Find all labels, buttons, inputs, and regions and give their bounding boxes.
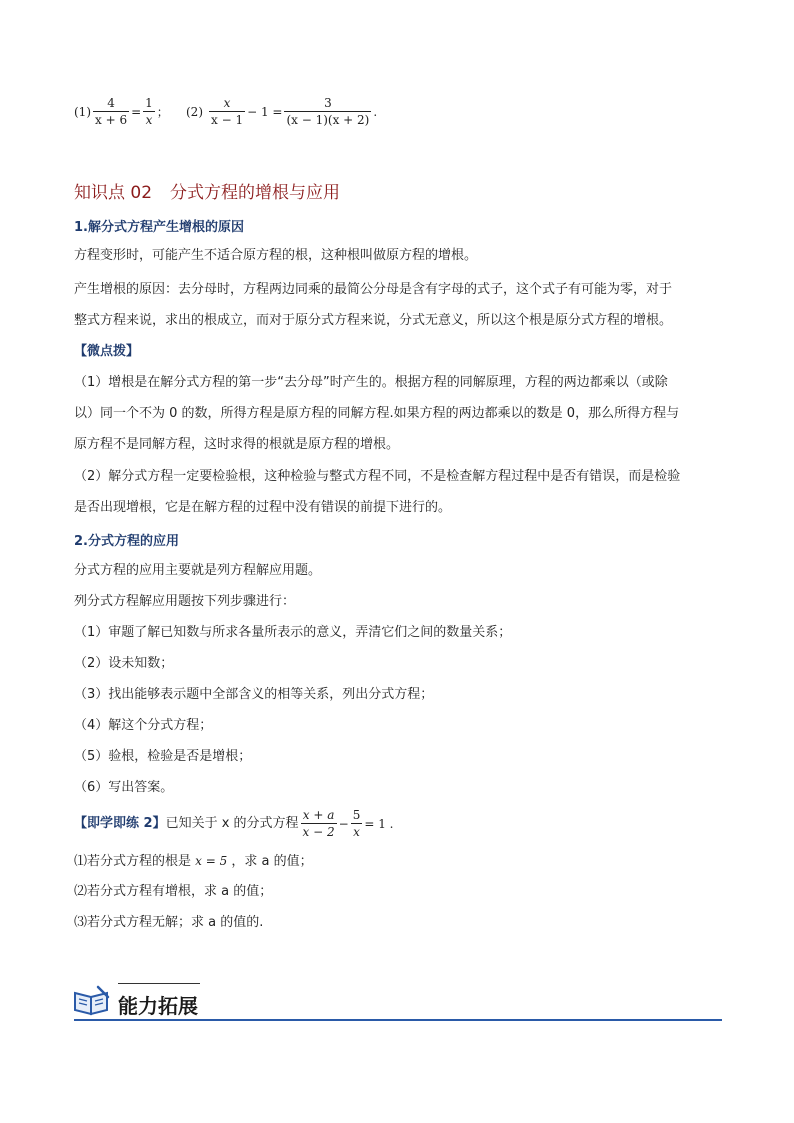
question-2: ⑵若分式方程有增根，求 a 的值； [74, 884, 273, 899]
footer-rule [74, 1019, 722, 1021]
tip-1-line-2: 以）同一个不为 0 的数，所得方程是原方程的同解方程.如果方程的两边都乘以的数是 0，那么所得方程与 [74, 406, 680, 421]
footer-title: 能力拓展 [118, 994, 198, 1018]
practice-tag: 【即学即练 2】 [74, 815, 166, 831]
section-title: 分式方程的增根与应用 [170, 183, 341, 203]
application-steps-intro: 列分式方程解应用题按下列步骤进行： [74, 594, 296, 609]
question-3: ⑶若分式方程无解；求 a 的值的. [74, 915, 264, 930]
equation-1: (1) $\frac{4}{x + 6}$ = $\frac{1}{x}$ ； [74, 96, 169, 127]
fraction-4-over-x-plus-6: $\frac{4}{x + 6}$ [95, 96, 128, 127]
section-number: 知识点 02 [74, 183, 153, 203]
paragraph-1: 方程变形时，可能产生不适合原方程的根，这种根叫做原方程的增根。 [74, 248, 478, 263]
subheading-2: 2.分式方程的应用 [74, 534, 179, 549]
fraction-x-over-x-minus-1: $\frac{x}{x - 1}$ [211, 96, 244, 127]
fraction-x-plus-a-over-x-minus-2: $\frac{x + a}{x - 2}$ [302, 808, 335, 839]
tip-tag: 【微点拨】 [74, 344, 140, 359]
fraction-1-over-x: $\frac{1}{x}$ [145, 96, 153, 127]
step-item: （5）验根，检验是否是增根； [74, 749, 252, 764]
step-item: （1）审题了解已知数与所求各量所表示的意义，弄清它们之间的数量关系； [74, 625, 512, 640]
tip-1-line-1: （1）增根是在解分式方程的第一步“去分母”时产生的。根据方程的同解原理，方程的两边都乘以（或除 [74, 375, 668, 390]
tip-2-line-1: （2）解分式方程一定要检验根，这种检验与整式方程不同，不是检查解方程过程中是否有错误，而是检验 [74, 469, 681, 484]
step-item: （4）解这个分式方程； [74, 718, 213, 733]
tip-2-line-2: 是否出现增根，它是在解方程的过程中没有错误的前提下进行的。 [74, 500, 452, 515]
practice-text: 已知关于 x 的分式方程 [165, 815, 299, 831]
question-1: ⑴若分式方程的根是 x = 5 ，求 a 的值； [74, 854, 313, 869]
application-intro: 分式方程的应用主要就是列方程解应用题。 [74, 563, 322, 578]
paragraph-2-line-2: 整式方程来说，求出的根成立，而对于原分式方程来说，分式无意义，所以这个根是原分式方程的增根。 [74, 313, 673, 328]
equation-2-label: (2) [186, 104, 203, 119]
book-icon [72, 985, 112, 1017]
step-item: （6）写出答案。 [74, 780, 174, 795]
tip-1-line-3: 原方程不是同解方程，这时求得的根就是原方程的增根。 [74, 437, 400, 452]
practice-equation: $\frac{x + a}{x - 2}$ − $\frac{5}{x}$ = 1 . [302, 808, 394, 839]
question-1-math: x = 5 [195, 854, 228, 868]
equation-2: (2) $\frac{x}{x - 1}$ − 1 = $\frac{3}{(x - 1)(x + 2)}$ . [186, 96, 378, 127]
fraction-5-over-x: $\frac{5}{x}$ [352, 808, 361, 839]
equation-1-label: (1) [74, 104, 91, 119]
subheading-1: 1.解分式方程产生增根的原因 [74, 220, 244, 235]
paragraph-2-line-1: 产生增根的原因：去分母时，方程两边同乘的最简公分母是含有字母的式子，这个式子有可能为零，对于 [74, 282, 673, 297]
step-item: （2）设未知数； [74, 656, 174, 671]
section-heading [74, 178, 340, 203]
step-item: （3）找出能够表示题中全部含义的相等关系，列出分式方程； [74, 687, 434, 702]
fraction-3-over-product: $\frac{3}{(x - 1)(x + 2)}$ [286, 96, 370, 127]
footer-top-rule [118, 983, 200, 984]
practice-problem [74, 808, 393, 839]
